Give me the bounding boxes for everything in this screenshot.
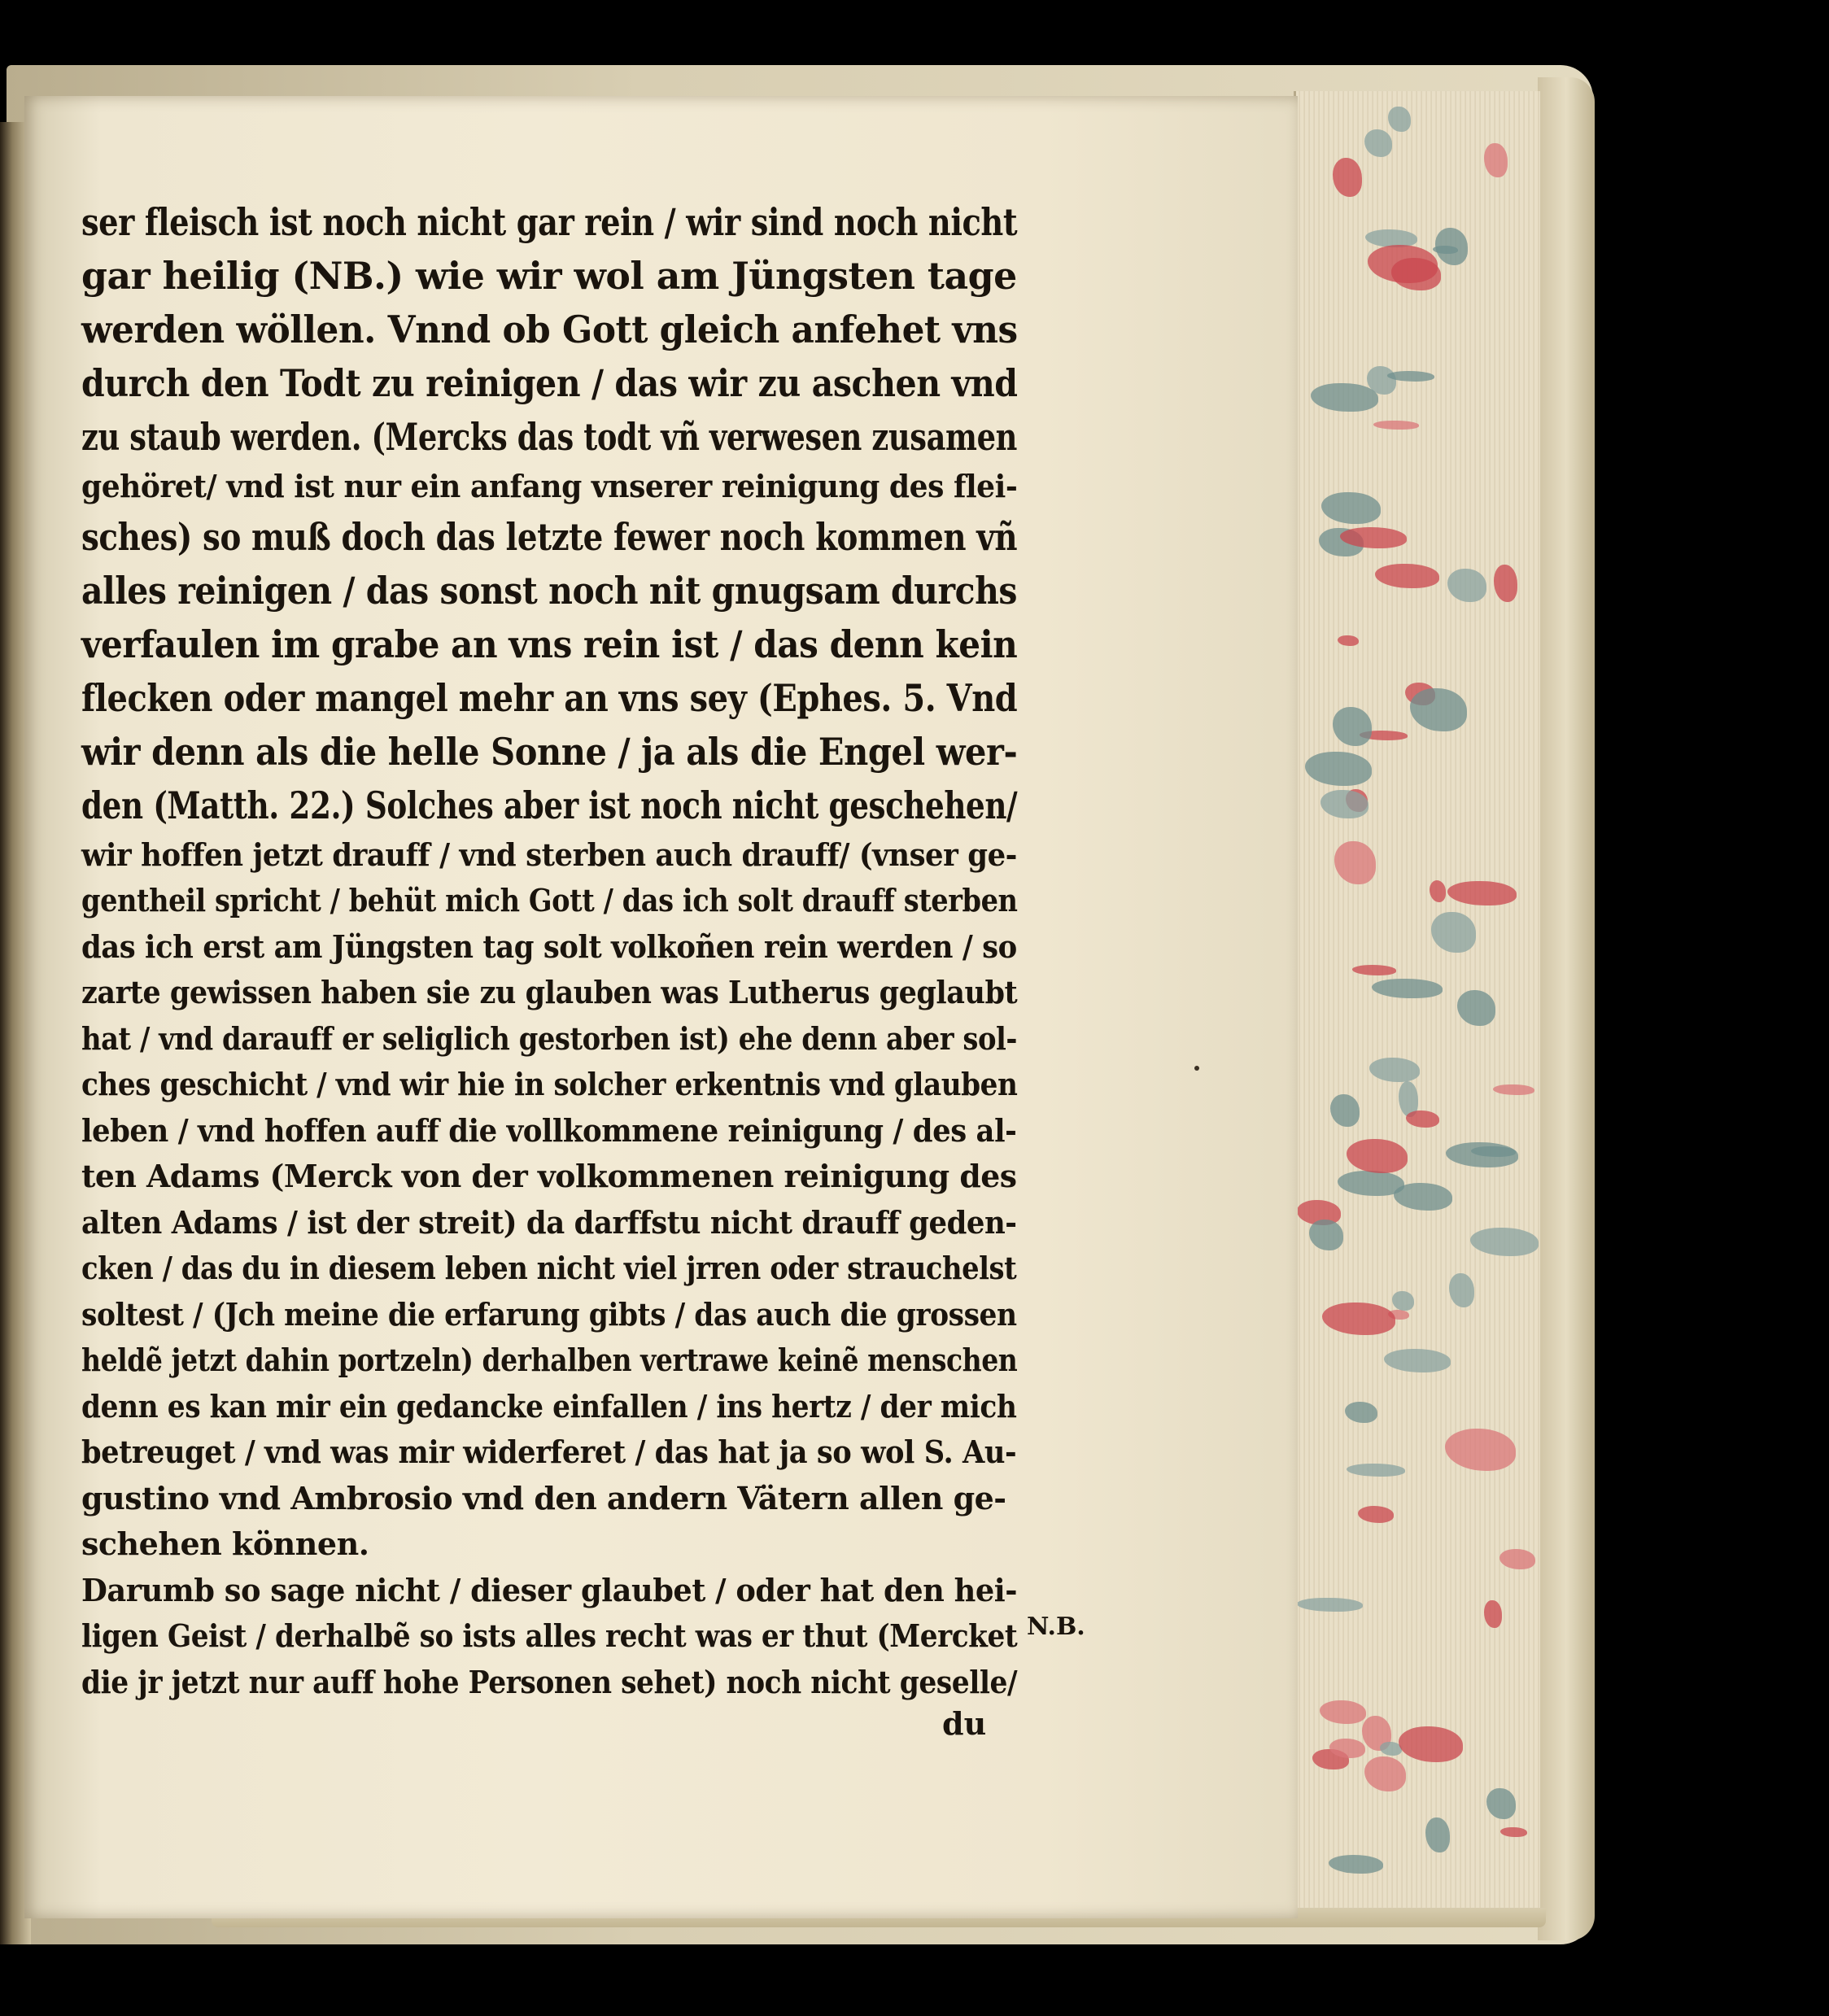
- edge-speckle: [1447, 881, 1517, 905]
- edge-speckle: [1352, 965, 1397, 975]
- edge-speckle: [1297, 1598, 1363, 1612]
- page-fore-edge: [1294, 91, 1540, 1922]
- edge-speckle: [1391, 258, 1441, 290]
- text-line: verfaulen im grabe an vns rein ist / das denn kein: [81, 622, 1018, 666]
- edge-speckle: [1493, 1084, 1534, 1095]
- edge-speckle: [1329, 1855, 1383, 1874]
- edge-speckle: [1431, 912, 1476, 953]
- text-line: sches) so muß doch das letzte fewer noch kommen vñ: [81, 514, 1018, 559]
- edge-speckle: [1330, 1094, 1360, 1127]
- edge-speckle: [1320, 790, 1368, 819]
- edge-speckle: [1392, 1291, 1413, 1311]
- edge-speckle: [1499, 1549, 1536, 1570]
- edge-speckle: [1372, 979, 1443, 999]
- edge-speckle: [1484, 1600, 1501, 1628]
- vellum-cover-edge: [1538, 77, 1595, 1940]
- edge-speckle: [1486, 1788, 1516, 1819]
- catchword: du: [942, 1705, 987, 1742]
- edge-speckle: [1384, 1349, 1451, 1372]
- edge-speckle: [1364, 129, 1392, 157]
- edge-speckle: [1388, 107, 1411, 133]
- edge-speckle: [1447, 569, 1486, 602]
- edge-speckle: [1345, 1402, 1377, 1423]
- text-line: den (Matth. 22.) Solches aber ist noch nicht geschehen/: [81, 783, 1018, 827]
- text-line: ches geschicht / vnd wir hie in solcher erkentnis vnd glauben: [81, 1066, 1018, 1102]
- edge-speckle: [1320, 1700, 1366, 1724]
- edge-speckle: [1338, 635, 1359, 646]
- edge-speckle: [1500, 1827, 1526, 1837]
- edge-speckle: [1305, 752, 1372, 786]
- edge-speckle: [1470, 1228, 1539, 1256]
- edge-speckle: [1449, 1273, 1474, 1307]
- edge-speckle: [1410, 688, 1467, 731]
- edge-speckle: [1457, 990, 1495, 1026]
- text-line: cken / das du in diesem leben nicht viel jrren oder strauchelst: [81, 1250, 1017, 1286]
- edge-speckle: [1399, 1726, 1463, 1762]
- text-line: alten Adams / ist der streit) da darffstu nicht drauff geden-: [81, 1203, 1017, 1241]
- edge-speckle: [1311, 383, 1378, 412]
- text-line: wir hoffen jetzt drauff / vnd sterben auch drauff/ (vnser ge-: [81, 836, 1017, 873]
- text-line: gar heilig (NB.) wie wir wol am Jüngsten tage: [81, 254, 1017, 298]
- text-line: gehöret/ vnd ist nur ein anfang vnserer reinigung des flei-: [81, 468, 1018, 504]
- edge-speckle: [1484, 143, 1508, 178]
- text-line: zu staub werden. (Mercks das todt vñ verwesen zusamen: [81, 415, 1017, 459]
- text-line: ligen Geist / derhalbẽ so ists alles recht was er thut (Mercket: [81, 1617, 1018, 1654]
- edge-speckle: [1322, 1303, 1395, 1335]
- edge-speckle: [1406, 1111, 1440, 1128]
- edge-speckle: [1425, 1817, 1449, 1852]
- edge-speckle: [1445, 1429, 1517, 1471]
- edge-speckle: [1430, 880, 1446, 901]
- text-line: wir denn als die helle Sonne / ja als die Engel wer-: [81, 729, 1018, 774]
- text-line: betreuget / vnd was mir widerferet / das hat ja so wol S. Au-: [81, 1433, 1017, 1470]
- text-line: ser fleisch ist noch nicht gar rein / wir sind noch nicht: [81, 200, 1018, 244]
- edge-speckle: [1369, 1058, 1420, 1082]
- text-line: werden wöllen. Vnnd ob Gott gleich anfehet vns: [81, 308, 1018, 351]
- text-line: hat / vnd darauff er seliglich gestorben ist) ehe denn aber sol-: [81, 1019, 1018, 1057]
- edge-speckle: [1334, 841, 1376, 884]
- edge-speckle: [1333, 707, 1372, 745]
- text-line: gustino vnd Ambrosio vnd den andern Vätern allen ge-: [81, 1479, 1006, 1516]
- marginal-note: N.B.: [1027, 1612, 1085, 1641]
- edge-speckle: [1321, 492, 1381, 524]
- edge-speckle: [1375, 564, 1439, 588]
- text-line: gentheil spricht / behüt mich Gott / das ich solt drauff sterben: [81, 882, 1018, 919]
- edge-speckle: [1364, 1756, 1407, 1791]
- text-line: die jr jetzt nur auff hohe Personen sehet) noch nicht geselle/: [81, 1663, 1018, 1700]
- text-line: alles reinigen / das sonst noch nit gnugsam durchs: [81, 568, 1018, 613]
- page-text-block: [81, 195, 1017, 1705]
- edge-speckle: [1358, 1506, 1395, 1522]
- edge-speckle: [1494, 565, 1517, 602]
- text-line: das ich erst am Jüngsten tag solt volkoñen rein werden / so: [81, 927, 1017, 965]
- edge-speckle: [1347, 1139, 1408, 1173]
- text-line: durch den Todt zu reinigen / das wir zu aschen vnd: [81, 361, 1018, 405]
- edge-speckle: [1394, 1183, 1452, 1211]
- text-line: heldẽ jetzt dahin portzeln) derhalben vertrawe keinẽ menschen: [81, 1342, 1018, 1378]
- edge-speckle: [1373, 421, 1419, 430]
- text-line: denn es kan mir ein gedancke einfallen / ins hertz / der mich: [81, 1387, 1017, 1425]
- ink-speck: [1194, 1066, 1199, 1071]
- edge-speckle: [1333, 158, 1362, 196]
- edge-speckle: [1446, 1142, 1518, 1167]
- text-line: zarte gewissen haben sie zu glauben was Lutherus geglaubt: [81, 974, 1018, 1010]
- text-line: soltest / (Jch meine die erfarung gibts / das auch die grossen: [81, 1295, 1017, 1333]
- text-line: leben / vnd hoffen auff die vollkommene reinigung / des al-: [81, 1111, 1017, 1149]
- edge-speckle: [1309, 1220, 1343, 1250]
- edge-speckle: [1347, 1464, 1405, 1477]
- text-line: schehen können.: [81, 1525, 369, 1562]
- text-line: ten Adams (Merck von der volkommenen reinigung des: [81, 1158, 1017, 1194]
- text-line: flecken oder mangel mehr an vns sey (Ephes. 5. Vnd: [81, 675, 1018, 720]
- text-line: Darumb so sage nicht / dieser glaubet / oder hat den hei-: [81, 1571, 1018, 1608]
